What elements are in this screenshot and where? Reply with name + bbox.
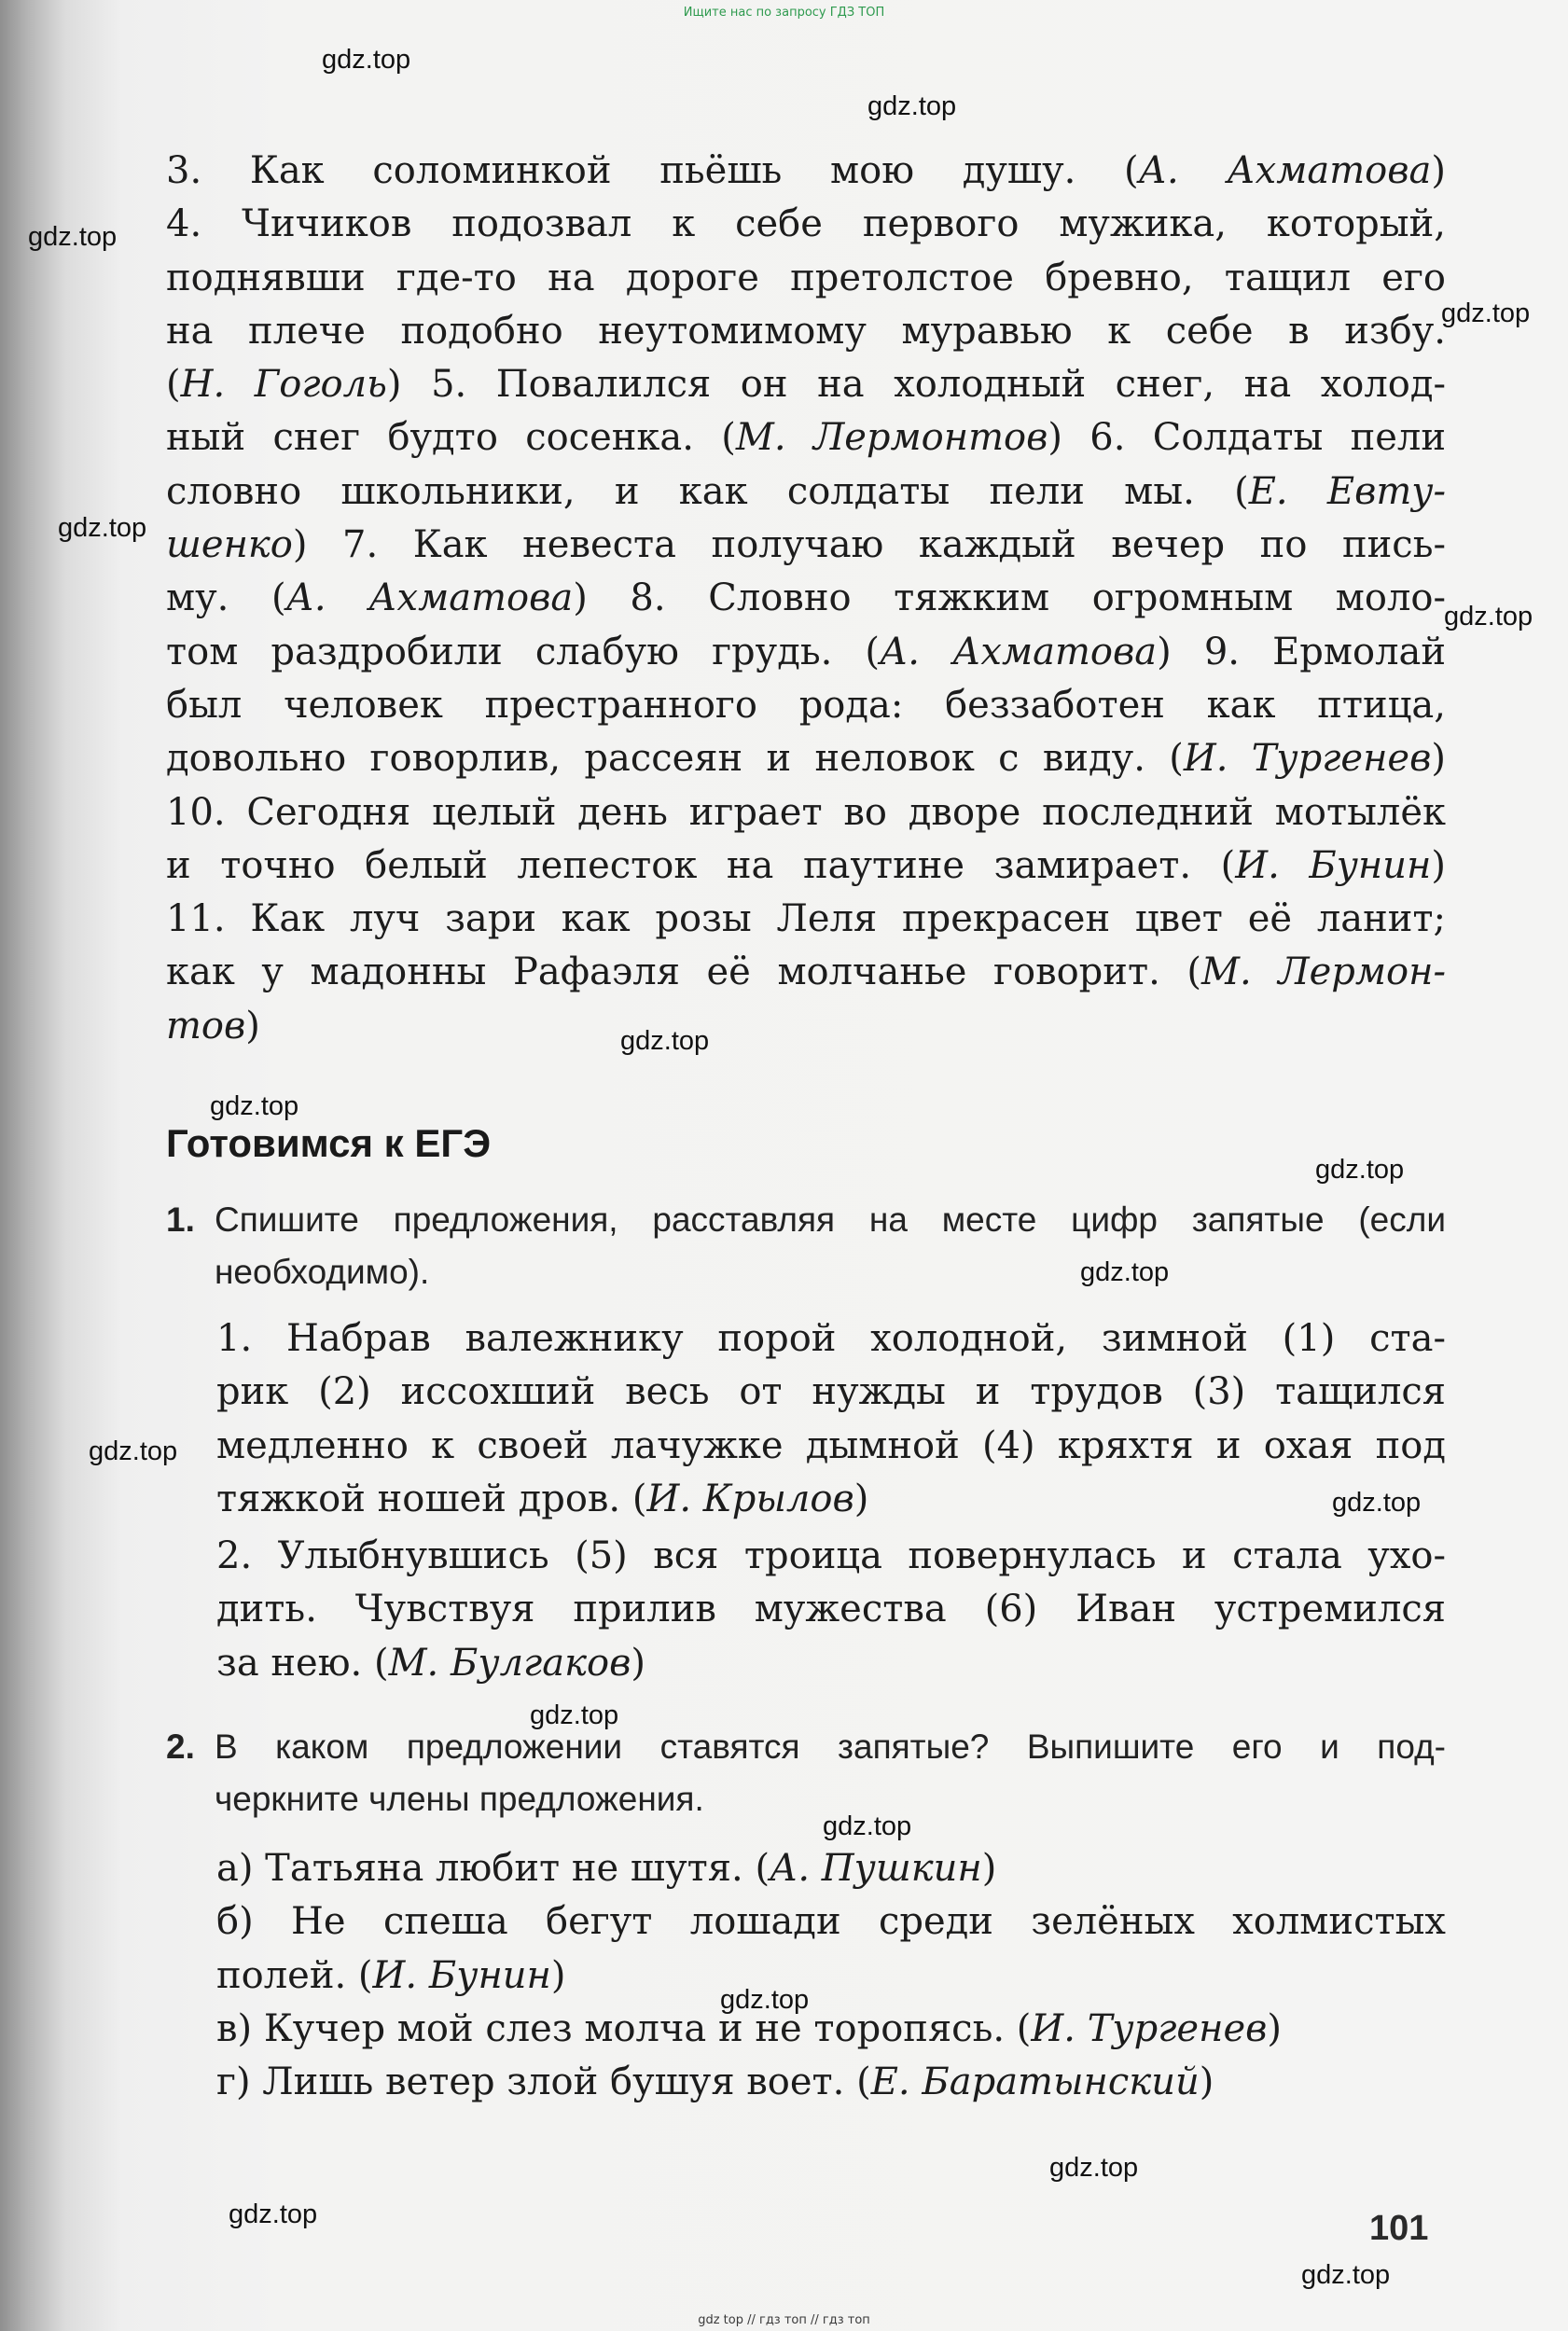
- watermark: gdz.top: [1080, 1257, 1170, 1287]
- search-banner[interactable]: Ищите нас по запросу ГДЗ ТОП: [683, 6, 885, 20]
- text-line: ный снег будто сосенка. (М. Лермонтов) 6. Солдаты пели: [166, 416, 1446, 460]
- text-line: му. (А. Ахматова) 8. Словно тяжким огромным моло-: [166, 576, 1446, 620]
- watermark: gdz.top: [28, 222, 118, 252]
- text-line: 4. Чичиков подозвал к себе первого мужика, который,: [166, 202, 1446, 246]
- watermark: gdz.top: [229, 2199, 318, 2229]
- text-line: 2. Улыбнувшись (5) вся троица повернулась и стала ухо-: [216, 1534, 1446, 1577]
- text-line: медленно к своей лачужке дымной (4) кряхтя и охая под: [216, 1423, 1446, 1467]
- task-1-instruction: [166, 1194, 1446, 1298]
- text-line: довольно говорлив, рассеян и неловок с виду. (И. Тургенев): [166, 737, 1446, 781]
- text-line: как у мадонны Рафаэля её молчанье говорит. (М. Лермон-: [166, 950, 1447, 994]
- text-line: 3. Как соломинкой пьёшь мою душу. (А. Ахматова): [166, 149, 1446, 192]
- watermark: gdz.top: [1441, 298, 1531, 328]
- task-2-instruction: [166, 1721, 1446, 1825]
- option-a: а) Татьяна любит не шутя. (А. Пушкин): [216, 1847, 997, 1890]
- page-number: 101: [1369, 2209, 1429, 2248]
- text-line: черкните члены предложения.: [215, 1780, 704, 1818]
- watermark: gdz.top: [823, 1811, 912, 1841]
- text-line: и точно белый лепесток на паутине замирает. (И. Бунин): [166, 843, 1447, 887]
- watermark: gdz.top: [210, 1091, 299, 1121]
- text-line: за нею. (М. Булгаков): [216, 1641, 645, 1685]
- option-b: б) Не спеша бегут лошади среди зелёных холмистых: [216, 1900, 1446, 1944]
- task-1-sentence-1: [216, 1312, 1446, 1526]
- text-line: 2. В каком предложении ставятся запятые? Выпишите его и под-: [166, 1721, 1446, 1773]
- watermark: gdz.top: [1301, 2260, 1391, 2290]
- option-b-cont: полей. (И. Бунин): [216, 1953, 566, 1997]
- task-number: 2.: [166, 1727, 195, 1766]
- text-line: необходимо).: [215, 1253, 430, 1291]
- watermark: gdz.top: [322, 45, 411, 75]
- watermark: gdz.top: [620, 1026, 710, 1056]
- text-line: рик (2) иссохший весь от нужды и трудов (3) тащился: [216, 1370, 1446, 1414]
- text-line: 1. Спишите предложения, расставляя на месте цифр запятые (если: [166, 1194, 1446, 1246]
- watermark: gdz.top: [89, 1436, 178, 1466]
- text-line: словно школьники, и как солдаты пели мы. (Е. Евту-: [166, 469, 1446, 513]
- task-1-sentence-2: [216, 1530, 1446, 1690]
- watermark: gdz.top: [1315, 1155, 1405, 1185]
- exercise-text: [166, 145, 1446, 1053]
- text-line: шенко) 7. Как невеста получаю каждый вечер по пись-: [166, 523, 1446, 567]
- footer-links[interactable]: gdz top // гдз топ // гдз топ: [698, 2313, 870, 2327]
- text-line: тов): [166, 1004, 260, 1048]
- text-line: тяжкой ношей дров. (И. Крылов): [216, 1477, 869, 1520]
- option-v: в) Кучер мой слез молча и не торопясь. (И. Тургенев): [216, 2006, 1283, 2050]
- text-line: дить. Чувствуя прилив мужества (6) Иван устремился: [216, 1588, 1446, 1631]
- watermark: gdz.top: [530, 1700, 619, 1730]
- section-heading: Готовимся к ЕГЭ: [166, 1121, 492, 1165]
- watermark: gdz.top: [720, 1985, 810, 2015]
- text-line: том раздробили слабую грудь. (А. Ахматова) 9. Ермолай: [166, 630, 1446, 673]
- watermark: gdz.top: [1444, 602, 1533, 631]
- option-g: г) Лишь ветер злой бушуя воет. (Е. Баратынский): [216, 2060, 1214, 2104]
- sentence-paragraph: [166, 145, 1446, 1053]
- watermark: gdz.top: [1049, 2153, 1139, 2183]
- task-2-options: [216, 1842, 1446, 2109]
- text-line: 10. Сегодня целый день играет во дворе последний мотылёк: [166, 790, 1446, 834]
- task-number: 1.: [166, 1200, 195, 1239]
- watermark: gdz.top: [867, 91, 957, 121]
- text-line: был человек престранного рода: беззаботен как птица,: [166, 683, 1446, 727]
- text-line: на плече подобно неутомимому муравью к себе в избу.: [166, 309, 1446, 353]
- text-line: 11. Как луч зари как розы Леля прекрасен цвет её ланит;: [166, 897, 1446, 941]
- text-line: 1. Набрав валежнику порой холодной, зимной (1) ста-: [216, 1317, 1446, 1360]
- text-line: поднявши где-то на дороге претолстое бревно, тащил его: [166, 256, 1446, 299]
- watermark: gdz.top: [58, 513, 147, 543]
- text-line: (Н. Гоголь) 5. Повалился он на холодный снег, на холод-: [166, 363, 1447, 407]
- watermark: gdz.top: [1332, 1488, 1422, 1518]
